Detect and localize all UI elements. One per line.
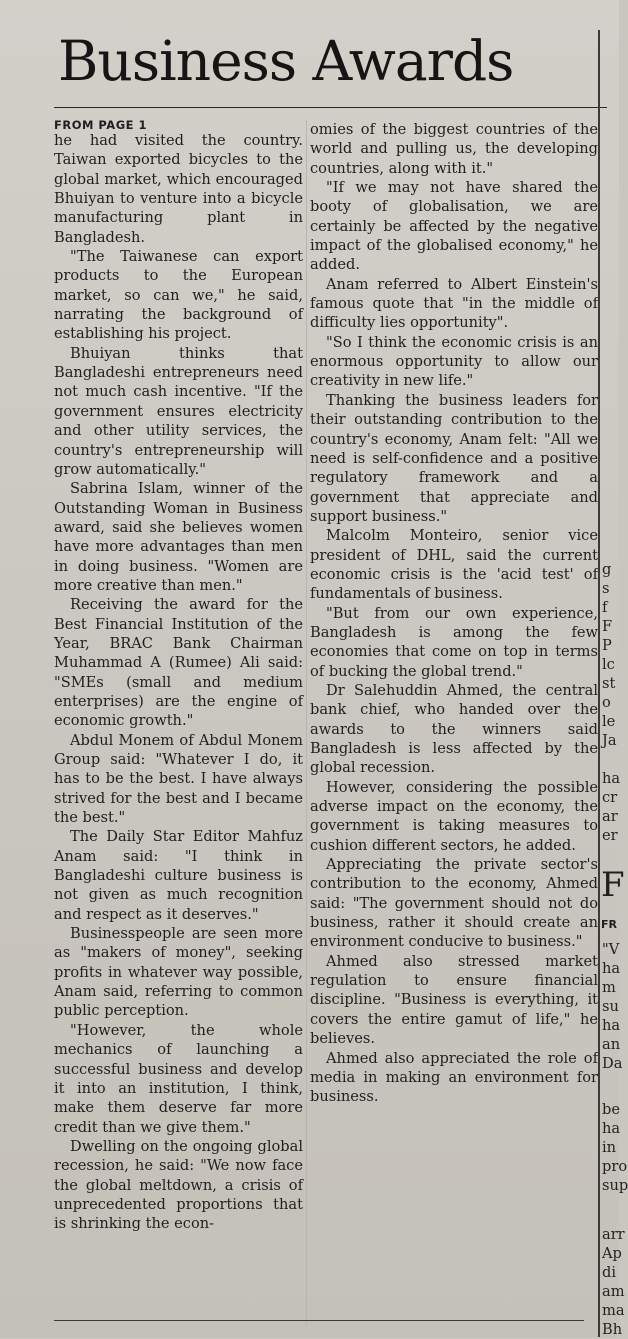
adjacent-jump-label-fragment: FR <box>601 918 617 931</box>
adjacent-text-fragment: Ja <box>602 732 617 749</box>
headline: Business Awards <box>58 29 514 93</box>
adjacent-text-fragment: m <box>602 979 616 996</box>
column-divider <box>306 120 307 1325</box>
paragraph: Malcolm Monteiro, senior vice president of DHL, said the current economic crisis is the 'acid test' of fundamentals of business. <box>310 527 598 603</box>
adjacent-text-fragment: er <box>602 827 618 844</box>
paragraph: "So I think the economic crisis is an enormous opportunity to allow our creativity in new life." <box>310 333 598 390</box>
paragraph: Ahmed also appreciated the role of media in making an environment for business. <box>310 1049 598 1106</box>
adjacent-text-fragment: ha <box>602 960 621 977</box>
adjacent-text-fragment: Da <box>602 1055 623 1072</box>
adjacent-text-fragment: le <box>602 713 616 730</box>
adjacent-text-fragment: F <box>602 618 613 635</box>
adjacent-text-fragment: st <box>602 675 616 692</box>
paragraph: "If we may not have shared the booty of globalisation, we are certainly be affected by the negative impact of the globalised economy," he added. <box>310 179 598 274</box>
paragraph: Dwelling on the ongoing global recession, he said: "We now face the global meltdown, a crisis of unprecedented proportions that is shrinking the econ- <box>54 1137 303 1233</box>
adjacent-text-fragment: in <box>602 1139 617 1156</box>
adjacent-text-fragment: be <box>602 1101 620 1118</box>
paragraph: omies of the biggest countries of the world and pulling us, the developing countries, along with it." <box>310 121 598 177</box>
paragraph: Abdul Monem of Abdul Monem Group said: "Whatever I do, it has to be the best. I have always strived for the best and I became the best." <box>54 731 303 827</box>
paragraph: Businesspeople are seen more as "makers of money", seeking profits in whatever way possible, Anam said, referring to common public perception. <box>54 925 303 1020</box>
paragraph: Bhuiyan thinks that Bangladeshi entrepreneurs need not much cash incentive. "If the government ensures electricity and other utility services, the country's entrepreneurship will grow automatically." <box>54 344 303 478</box>
paragraph: Ahmed also stressed market regulation to ensure financial discipline. "Business is everything, it covers the entire gamut of life," he believes. <box>310 952 598 1048</box>
headline-rule <box>54 107 607 108</box>
article-column-1 <box>54 118 303 1234</box>
adjacent-text-fragment: ha <box>602 1017 621 1034</box>
adjacent-text-fragment: sup <box>602 1177 628 1194</box>
adjacent-text-fragment: g <box>602 561 612 578</box>
paragraph: Sabrina Islam, winner of the Outstanding Woman in Business award, said she believes women have more advantages than men in doing business. "Women are more creative than men." <box>54 480 303 594</box>
adjacent-text-fragment: Bh <box>602 1321 623 1338</box>
adjacent-headline-fragment: F <box>601 865 625 905</box>
article-column-2 <box>310 120 598 1107</box>
bottom-rule <box>54 1320 584 1321</box>
paragraph: "However, the whole mechanics of launching a successful business and develop it into an institution, I think, make them deserve far more credit than we give them." <box>54 1021 303 1136</box>
adjacent-text-fragment: ma <box>602 1302 625 1319</box>
paragraph: he had visited the country. Taiwan exported bicycles to the global market, which encouraged Bhuiyan to venture into a bicycle manufacturing plant in Bangladesh. <box>54 132 303 246</box>
adjacent-text-fragment: ha <box>602 1120 621 1137</box>
paragraph: The Daily Star Editor Mahfuz Anam said: "I think in Bangladeshi culture business is not given as much recognition and respect as it deserves." <box>54 828 303 923</box>
adjacent-text-fragment: cr <box>602 789 618 806</box>
paragraph: Thanking the business leaders for their outstanding contribution to the country's economy, Anam felt: "All we need is self-confidence and a positive regulatory framework and a government that appreciate and support business." <box>310 391 598 525</box>
adjacent-text-fragment: Ap <box>602 1245 622 1262</box>
paragraph: Dr Salehuddin Ahmed, the central bank chief, who handed over the awards to the winners said Bangladesh is less affected by the global recession. <box>310 681 598 777</box>
adjacent-text-fragment: f <box>602 599 608 616</box>
adjacent-text-fragment: lc <box>602 656 615 673</box>
adjacent-text-fragment: P <box>602 637 612 654</box>
adjacent-text-fragment: ar <box>602 808 618 825</box>
paragraph: Receiving the award for the Best Financial Institution of the Year, BRAC Bank Chairman Muhammad A (Rumee) Ali said: "SMEs (small and medium enterprises) are the engine of economic growth." <box>54 596 303 730</box>
adjacent-text-fragment: an <box>602 1036 621 1053</box>
paragraph: "The Taiwanese can export products to the European market, so can we," he said, narrating the background of establishing his project. <box>54 248 303 343</box>
adjacent-text-fragment: pro <box>602 1158 628 1175</box>
adjacent-text-fragment: s <box>602 580 610 597</box>
adjacent-text-fragment: am <box>602 1283 625 1300</box>
adjacent-text-fragment: su <box>602 998 619 1015</box>
paragraph: However, considering the possible adverse impact on the economy, the government is taking measures to cushion different sectors, he added. <box>310 778 598 854</box>
jump-label: FROM PAGE 1 <box>54 118 148 132</box>
adjacent-text-fragment: arr <box>602 1226 625 1243</box>
paragraph: Appreciating the private sector's contribution to the economy, Ahmed said: "The government should not do business, rather it should create an environment conducive to business." <box>310 856 598 951</box>
adjacent-text-fragment: "V <box>602 941 620 958</box>
adjacent-text-fragment: o <box>602 694 611 711</box>
paragraph: "But from our own experience, Bangladesh is among the few economies that come on top in terms of bucking the global trend." <box>310 604 598 680</box>
adjacent-text-fragment: di <box>602 1264 617 1281</box>
adjacent-article-rule <box>598 30 600 1337</box>
paragraph: Anam referred to Albert Einstein's famous quote that "in the middle of difficulty lies opportunity". <box>310 275 598 332</box>
adjacent-text-fragment: ha <box>602 770 621 787</box>
